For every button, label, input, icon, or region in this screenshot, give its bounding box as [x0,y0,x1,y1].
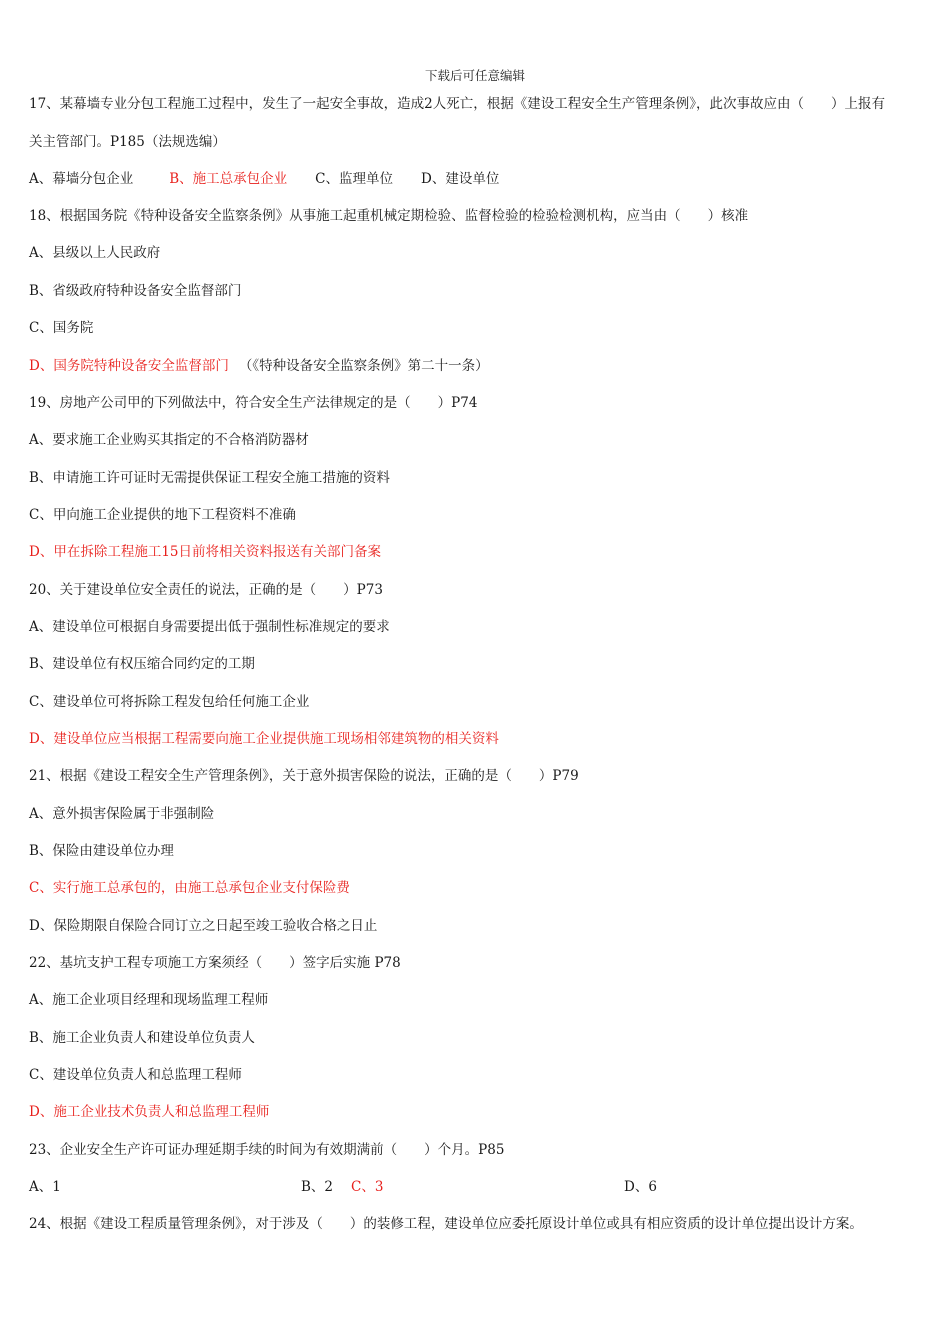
q18-option-d-note: （《特种设备安全监察条例》第二十一条） [238,358,489,374]
q19-option-d-answer: D、甲在拆除工程施工15日前将相关资料报送有关部门备案 [29,544,382,560]
q18-option-d-line [29,356,489,376]
q21-option-a: A、意外损害保险属于非强制险 [29,806,215,822]
q22-option-c: C、建设单位负责人和总监理工程师 [29,1067,242,1083]
q17-option-b-answer: B、施工总承包企业 [169,171,288,187]
q20-option-a: A、建设单位可根据自身需要提出低于强制性标准规定的要求 [29,619,390,635]
q19-option-c: C、甲向施工企业提供的地下工程资料不准确 [29,507,296,523]
q17-options [29,169,499,189]
q17-option-d: D、建设单位 [421,171,500,187]
q18-stem: 18、根据国务院《特种设备安全监察条例》从事施工起重机械定期检验、监督检验的检验检测机构，应当由（ ）核准 [29,208,749,224]
q22-option-b: B、施工企业负责人和建设单位负责人 [29,1030,255,1046]
q20-option-b: B、建设单位有权压缩合同约定的工期 [29,656,255,672]
q23-option-d: D、6 [624,1179,657,1195]
q23-option-a: A、1 [29,1179,61,1195]
q19-stem: 19、房地产公司甲的下列做法中，符合安全生产法律规定的是（ ）P74 [29,395,478,411]
q18-option-c: C、国务院 [29,320,94,336]
q22-option-d-answer: D、施工企业技术负责人和总监理工程师 [29,1104,270,1120]
q18-option-b: B、省级政府特种设备安全监督部门 [29,283,242,299]
q17-stem-line2: 关主管部门。P185（法规选编） [29,134,226,150]
q18-option-d-answer: D、国务院特种设备安全监督部门 [29,358,229,374]
q20-option-c: C、建设单位可将拆除工程发包给任何施工企业 [29,694,310,710]
q18-option-a: A、县级以上人民政府 [29,245,161,261]
q23-stem: 23、企业安全生产许可证办理延期手续的时间为有效期满前（ ）个月。P85 [29,1142,505,1158]
q21-option-d: D、保险期限自保险合同订立之日起至竣工验收合格之日止 [29,918,378,934]
q19-option-b: B、申请施工许可证时无需提供保证工程安全施工措施的资料 [29,470,390,486]
q23-option-c-answer: C、3 [351,1179,384,1195]
q23-option-b: B、2 [301,1179,334,1195]
q20-option-d-answer: D、建设单位应当根据工程需要向施工企业提供施工现场相邻建筑物的相关资料 [29,731,499,747]
q20-stem: 20、关于建设单位安全责任的说法，正确的是（ ）P73 [29,582,383,598]
q24-stem: 24、根据《建设工程质量管理条例》，对于涉及（ ）的装修工程，建设单位应委托原设计单位或具有相应资质的设计单位提出设计方案。 [29,1216,863,1232]
q19-option-a: A、要求施工企业购买其指定的不合格消防器材 [29,432,309,448]
q21-option-b: B、保险由建设单位办理 [29,843,174,859]
q21-option-c-answer: C、实行施工总承包的，由施工总承包企业支付保险费 [29,880,350,896]
q21-stem: 21、根据《建设工程安全生产管理条例》，关于意外损害保险的说法，正确的是（ ）P79 [29,768,579,784]
q17-option-c: C、监理单位 [315,171,394,187]
q22-option-a: A、施工企业项目经理和现场监理工程师 [29,992,269,1008]
page-header: 下载后可任意编辑 [424,68,525,83]
q17-stem-line1: 17、某幕墙专业分包工程施工过程中，发生了一起安全事故，造成2人死亡，根据《建设工程安全生产管理条例》，此次事故应由（ ）上报有 [29,96,886,112]
q17-option-a: A、幕墙分包企业 [29,171,134,187]
q22-stem: 22、基坑支护工程专项施工方案须经（ ）签字后实施 P78 [29,955,401,971]
